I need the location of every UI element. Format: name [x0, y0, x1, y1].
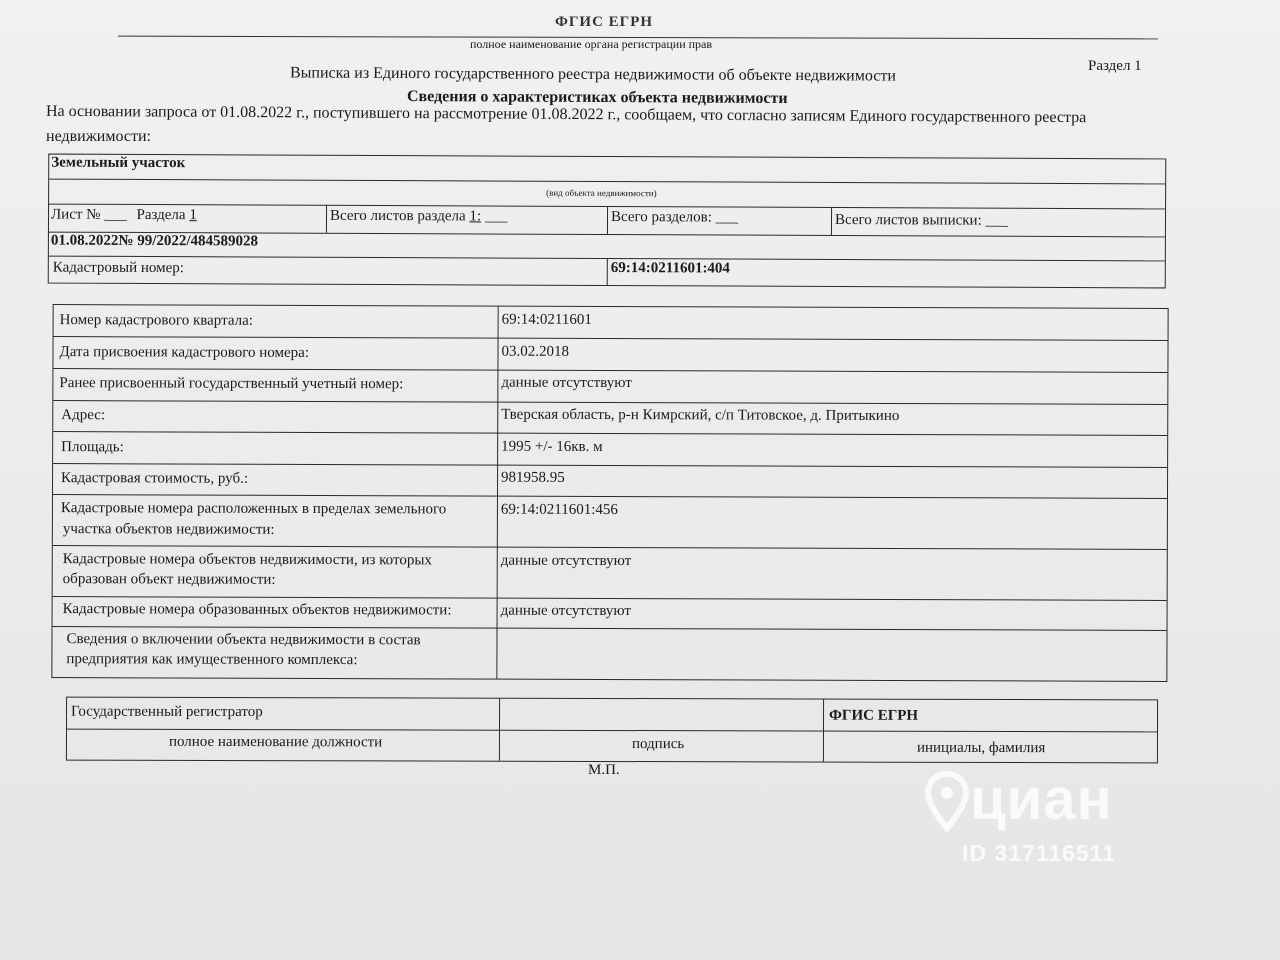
row-value-objects-within: 69:14:0211601:456	[500, 501, 618, 519]
registration-body-caption: полное наименование органа регистрации прав	[470, 37, 713, 51]
row-label-assignment-date: Дата присвоения кадастрового номера:	[59, 344, 310, 361]
cadastral-number-value: 69:14:0211601:404	[610, 260, 731, 277]
row-value-previous-number: данные отсутствуют	[501, 374, 632, 392]
row-label-formed-objects: Кадастровые номера образованных объектов недвижимости:	[62, 601, 452, 619]
name-caption: инициалы, фамилия	[916, 739, 1046, 757]
location-pin-icon	[922, 770, 972, 840]
row-value-formed-from: данные отсутствуют	[500, 552, 632, 570]
stamp-placeholder: М.П.	[588, 762, 620, 778]
registrar-position: Государственный регистратор	[71, 703, 263, 721]
total-sheets-extract-field: Всего листов выписки: ___	[834, 211, 1009, 229]
row-value-formed-objects: данные отсутствуют	[500, 602, 632, 620]
extract-id: 01.08.2022№ 99/2022/484589028	[50, 232, 259, 250]
watermark-listing-id: ID 317116511	[962, 840, 1116, 866]
characteristics-table	[51, 304, 1168, 682]
row-label-address: Адрес:	[61, 407, 106, 424]
signature-caption: подпись	[631, 736, 685, 753]
row-value-address: Тверская область, р-н Кимрский, с/п Титовское, д. Притыкино	[501, 406, 900, 425]
intro-text-line1: На основании запроса от 01.08.2022 г., поступившего на рассмотрение 01.08.2022 г., сообщаем, что согласно записям Единого государственного реестра	[45, 102, 1087, 127]
object-type-caption: (вид объекта недвижимости)	[546, 187, 657, 199]
object-header-table	[48, 154, 1167, 289]
total-sheets-section-field: Всего листов раздела 1: ___	[329, 207, 508, 225]
registrar-name: ФГИС ЕГРН	[829, 707, 919, 724]
row-label-enterprise-line1: Сведения о включении объекта недвижимости в состав	[66, 631, 421, 649]
top-cut-heading: ФГИС ЕГРН	[555, 14, 654, 30]
total-sections-field: Всего разделов: ___	[610, 209, 739, 226]
row-label-area: Площадь:	[61, 439, 124, 456]
row-label-cadastral-value: Кадастровая стоимость, руб.:	[61, 470, 249, 487]
section-label: Раздел 1	[1088, 58, 1142, 74]
row-label-enterprise-line2: предприятия как имущественного комплекса:	[66, 651, 358, 669]
intro-text-line2: недвижимости:	[46, 128, 151, 145]
row-value-assignment-date: 03.02.2018	[501, 343, 570, 360]
row-label-objects-within-line2: участка объектов недвижимости:	[62, 521, 275, 538]
watermark-brand: циан	[970, 767, 1113, 832]
cadastral-number-label: Кадастровый номер:	[52, 259, 184, 277]
row-value-cadastral-value: 981958.95	[501, 469, 565, 486]
document-subtitle: Сведения о характеристиках объекта недвижимости	[406, 88, 788, 107]
sheet-number-field: Лист № ___ Раздела 1	[50, 206, 197, 224]
row-label-objects-within-line1: Кадастровые номера расположенных в пределах земельного	[60, 500, 447, 518]
position-caption: полное наименование должности	[168, 733, 383, 751]
row-value-area: 1995 +/- 16кв. м	[501, 438, 603, 455]
document-title: Выписка из Единого государственного реестра недвижимости об объекте недвижимости	[289, 64, 896, 85]
signature-table	[66, 697, 1158, 764]
row-label-formed-from-line2: образован объект недвижимости:	[62, 571, 276, 588]
row-label-cadastral-quarter: Номер кадастрового квартала:	[59, 312, 253, 329]
row-label-previous-number: Ранее присвоенный государственный учетный номер:	[59, 375, 404, 393]
row-value-cadastral-quarter: 69:14:0211601	[501, 311, 592, 328]
row-label-formed-from-line1: Кадастровые номера объектов недвижимости, из которых	[62, 551, 432, 569]
object-type: Земельный участок	[51, 154, 186, 172]
